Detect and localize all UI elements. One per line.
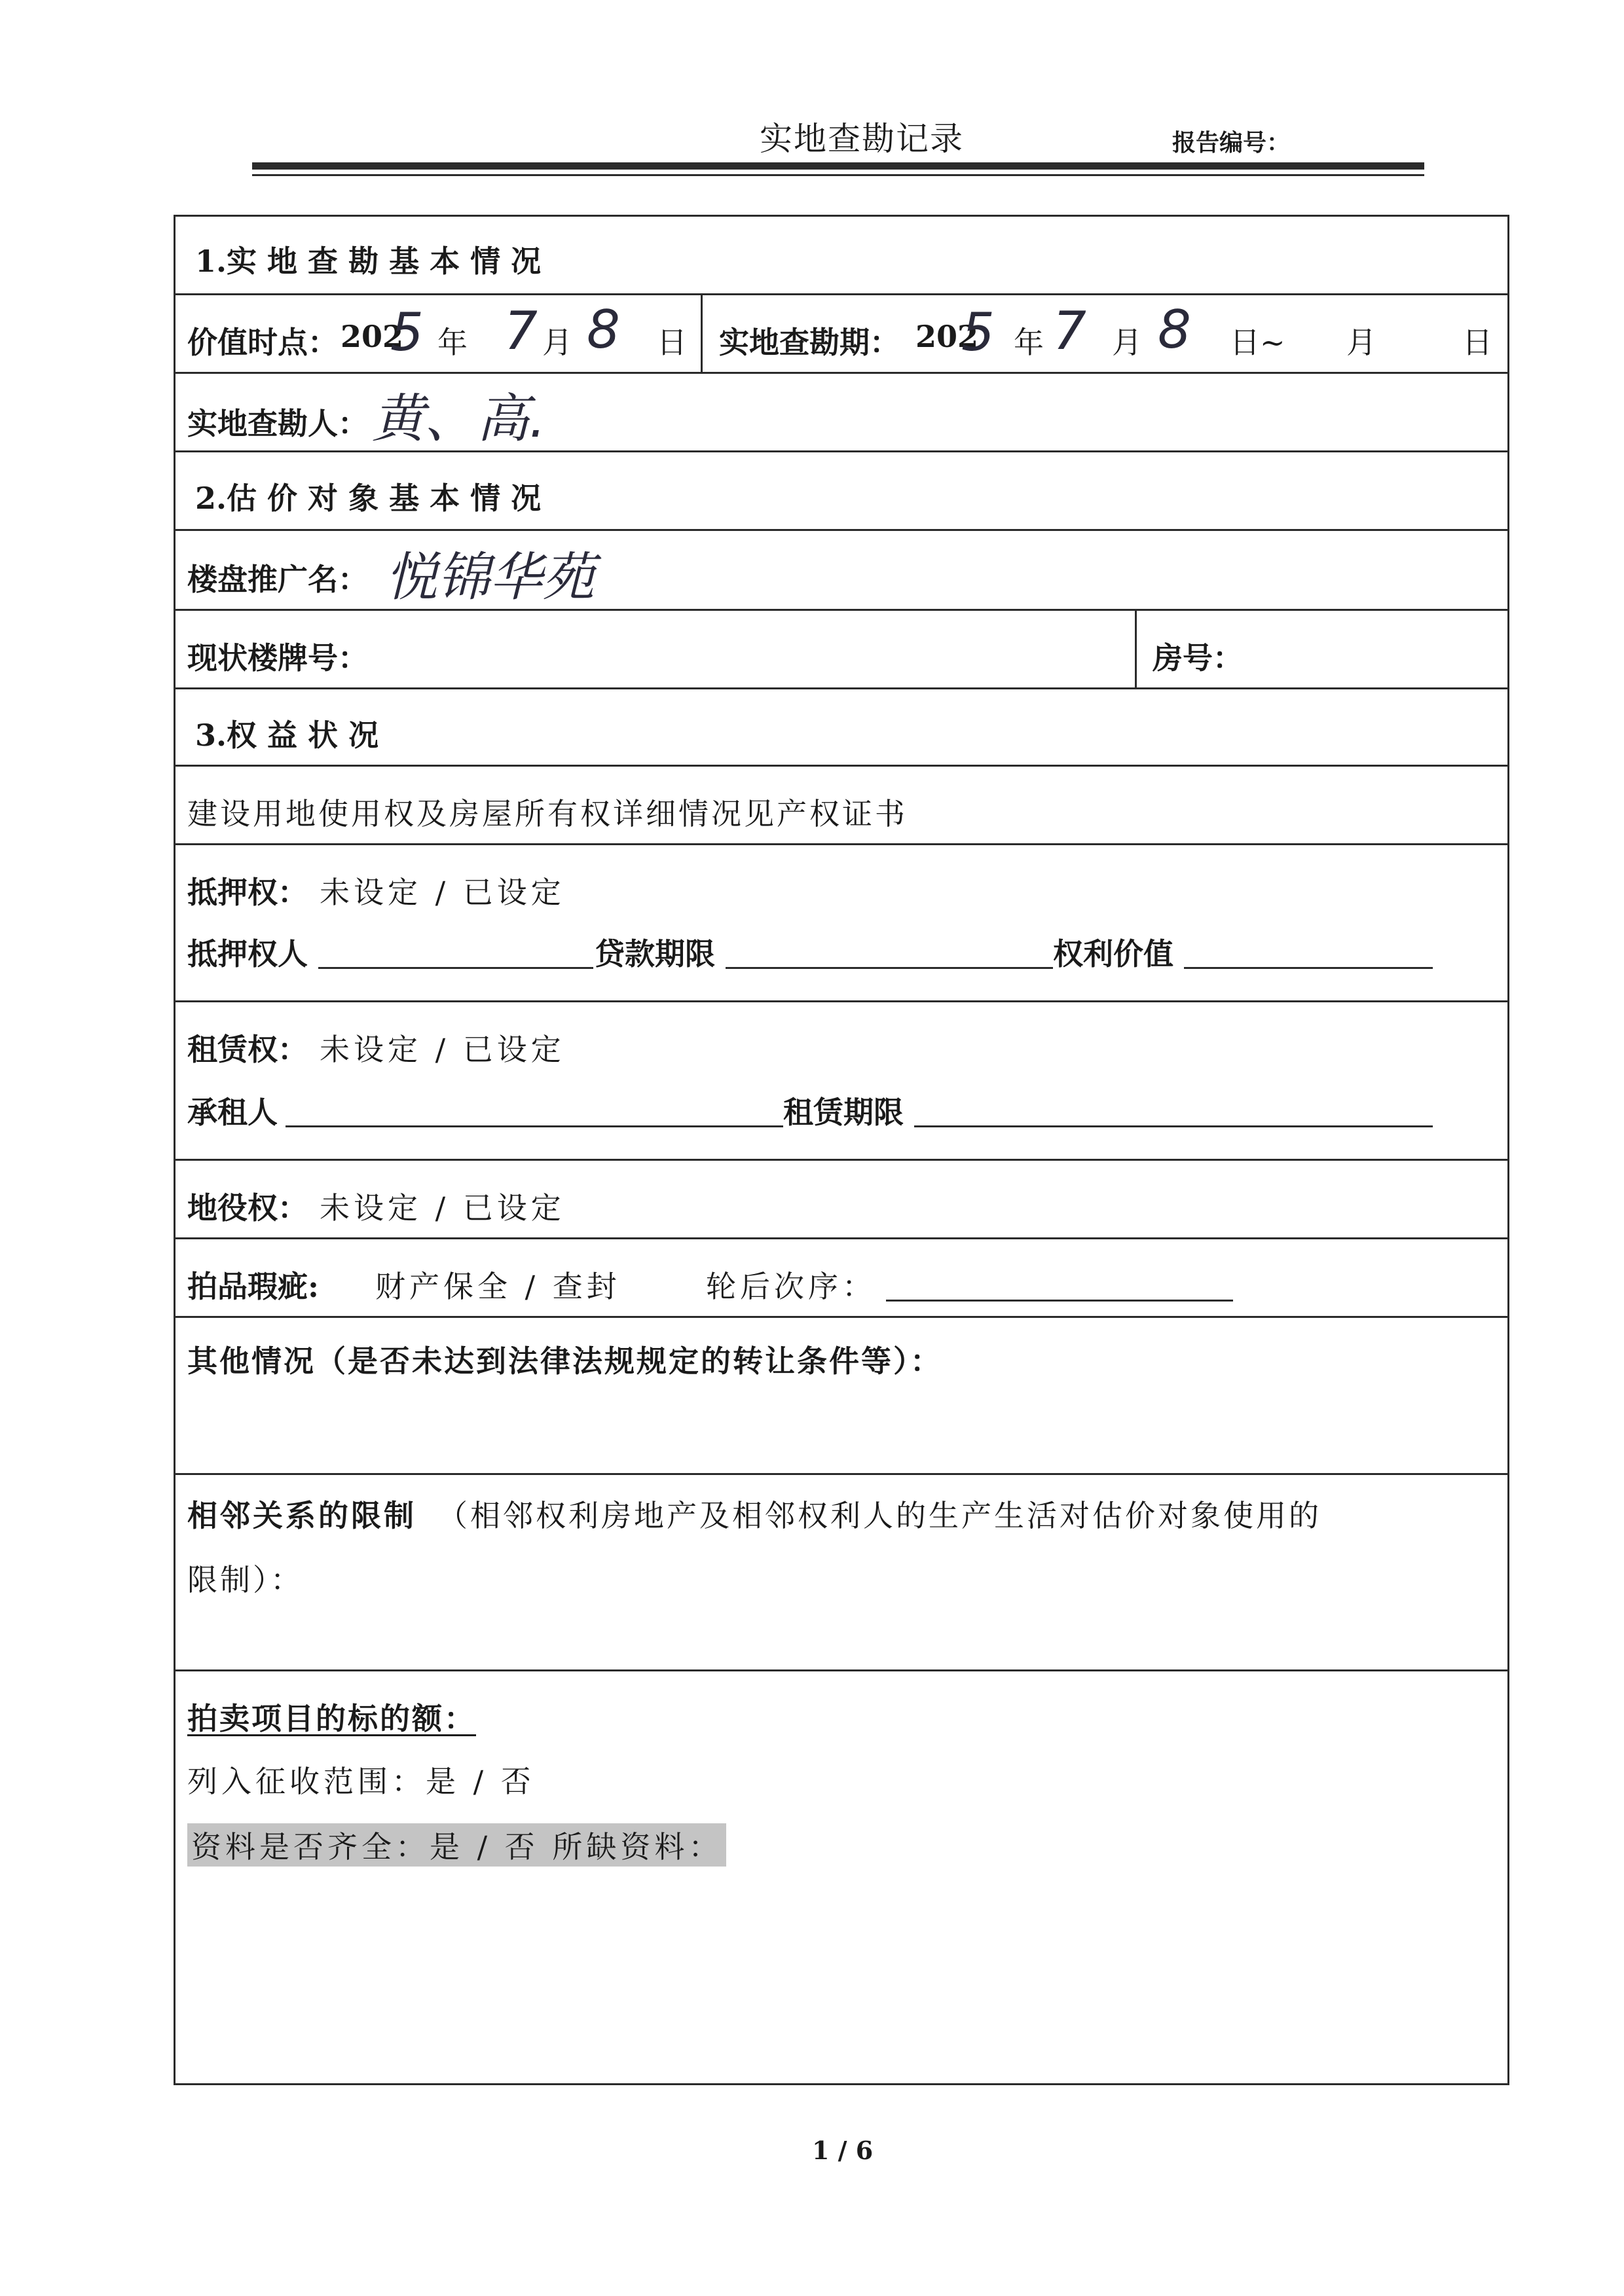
lease-row: [175, 1002, 1507, 1161]
defect-row: [175, 1239, 1507, 1318]
round-order-label: 轮后次序：: [706, 1269, 876, 1304]
survey-form: [174, 215, 1509, 2085]
project-name-label: 楼盘推广名：: [187, 562, 368, 597]
lease-term-blank: [914, 1125, 1433, 1127]
section2-heading-row: [175, 452, 1507, 531]
easement-row: [175, 1161, 1507, 1239]
neighbor-label-rest: （相邻权利房地产及相邻权利人的生产生活对估价对象使用的: [437, 1498, 1321, 1533]
docs-complete-label: 资料是否齐全：是 / 否 所缺资料：: [187, 1823, 726, 1867]
building-room-divider: [1135, 611, 1137, 687]
building-no-label: 现状楼牌号：: [187, 640, 368, 676]
header-rule-thin: [252, 174, 1424, 176]
other-row: [175, 1318, 1507, 1475]
easement-options: 未设定 / 已设定: [320, 1190, 565, 1226]
value-date-day-unit: 日: [657, 325, 687, 360]
defect-label: 拍品瑕疵:: [187, 1269, 319, 1304]
loan-term-label: 贷款期限: [595, 936, 715, 972]
round-order-blank: [886, 1300, 1233, 1302]
survey-day-handwritten: 8: [1158, 299, 1191, 360]
page-title: 实地查勘记录: [760, 120, 964, 158]
building-room-row: [175, 611, 1507, 689]
value-date-year-unit: 年: [437, 325, 468, 360]
project-name-handwritten: 悦锦华苑: [385, 547, 595, 608]
auction-amount-label: 拍卖项目的标的额：: [187, 1701, 476, 1736]
value-date-month-unit: 月: [542, 325, 572, 360]
room-no-label: 房号：: [1153, 640, 1243, 676]
value-date-day-handwritten: 8: [587, 299, 620, 360]
cert-note-row: [175, 767, 1507, 845]
survey-month-unit: 月: [1112, 325, 1142, 360]
auction-row: [175, 1671, 1507, 2083]
value-date-year-prefix: 202: [341, 319, 404, 354]
section3-heading-row: [175, 689, 1507, 767]
project-name-row: [175, 531, 1507, 611]
report-number-label: 报告编号：: [1172, 129, 1291, 156]
survey-end-month-unit: 月: [1346, 325, 1376, 360]
lessee-blank: [286, 1125, 783, 1127]
value-date-label: 价值时点：: [187, 325, 338, 360]
page-number: 1 / 6: [812, 2136, 874, 2165]
section2-heading: 2.估 价 对 象 基 本 情 况: [195, 481, 542, 516]
mortgagee-blank: [318, 967, 593, 969]
expropriation-label: 列入征收范围：是 / 否: [187, 1764, 535, 1799]
section3-heading: 3.权 益 状 况: [195, 718, 379, 753]
survey-end-day-unit: 日: [1462, 325, 1492, 360]
survey-year-prefix: 202: [915, 319, 979, 354]
lease-options: 未设定 / 已设定: [320, 1032, 565, 1067]
mortgage-row: [175, 845, 1507, 1002]
value-date-month-handwritten: 7: [504, 301, 538, 361]
dates-divider: [701, 295, 703, 372]
defect-options: 财产保全 / 查封: [375, 1269, 621, 1304]
other-label: 其他情况（是否未达到法律法规规定的转让条件等）：: [187, 1343, 942, 1379]
survey-day-unit: 日~: [1230, 325, 1285, 360]
header-rule-thick: [252, 162, 1424, 170]
surveyor-handwritten: 黄、高.: [372, 388, 546, 449]
surveyor-label: 实地查勘人：: [187, 406, 368, 441]
value-date-year-handwritten: 5: [390, 302, 424, 363]
easement-label: 地役权：: [187, 1190, 308, 1226]
survey-year-handwritten: 5: [961, 302, 995, 363]
surveyor-row: [175, 374, 1507, 452]
right-value-blank: [1184, 967, 1433, 969]
neighbor-row: [175, 1475, 1507, 1671]
mortgagee-label: 抵押权人: [187, 936, 308, 972]
cert-note: 建设用地使用权及房屋所有权详细情况见产权证书: [187, 796, 908, 831]
survey-month-handwritten: 7: [1053, 301, 1086, 361]
neighbor-label-bold: 相邻关系的限制: [187, 1498, 416, 1533]
loan-term-blank: [726, 967, 1053, 969]
right-value-label: 权利价值: [1053, 936, 1173, 972]
survey-year-unit: 年: [1014, 325, 1044, 360]
lease-label: 租赁权：: [187, 1032, 308, 1067]
section1-heading: 1.实 地 查 勘 基 本 情 况: [195, 244, 542, 279]
mortgage-label: 抵押权：: [187, 875, 308, 910]
section1-heading-row: [175, 217, 1507, 295]
dates-row: [175, 295, 1507, 374]
lessee-label: 承租人: [187, 1095, 278, 1130]
neighbor-label-line2: 限制）：: [187, 1562, 303, 1597]
lease-term-label: 租赁期限: [783, 1095, 904, 1130]
survey-period-label: 实地查勘期：: [719, 325, 900, 360]
mortgage-options: 未设定 / 已设定: [320, 875, 565, 910]
